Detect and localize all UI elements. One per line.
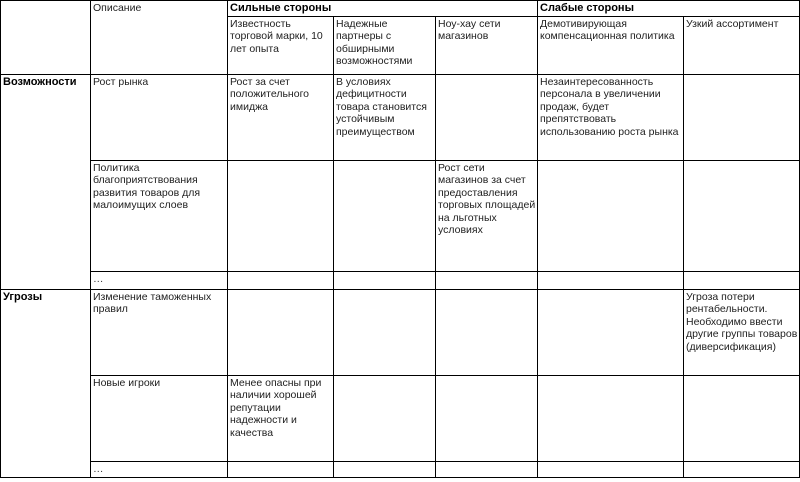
table-cell: Рост за счет положительного имиджа [228,75,334,161]
table-cell [228,272,334,290]
row-description: … [91,462,228,478]
table-cell: Менее опасны при наличии хорошей репутации надежности и качества [228,376,334,462]
opportunities-label: Возможности [1,75,91,290]
strength-factor: Ноу-хау сети магазинов [436,17,538,75]
table-cell [436,75,538,161]
corner-cell [1,1,91,75]
weakness-factor: Узкий ассортимент [684,17,800,75]
table-row [1,290,800,376]
table-cell: Рост сети магазинов за счет предоставления торговых площадей на льготных условиях [436,161,538,272]
table-row [1,376,800,462]
table-cell [228,462,334,478]
table-cell [684,161,800,272]
weaknesses-header: Слабые стороны [538,1,800,17]
row-description: Новые игроки [91,376,228,462]
table-row [1,161,800,272]
weakness-factor: Демотивирующая компенсационная политика [538,17,684,75]
description-header: Описание [91,1,228,75]
row-description: Изменение таможенных правил [91,290,228,376]
table-row [1,272,800,290]
header-row-groups [1,1,800,17]
table-cell [538,290,684,376]
table-cell [436,376,538,462]
row-description: … [91,272,228,290]
table-cell: В условиях дефицитности товара становится устойчивым преимуществом [334,75,436,161]
table-cell [684,462,800,478]
table-cell [684,272,800,290]
strengths-header: Сильные стороны [228,1,538,17]
table-cell [684,75,800,161]
table-row [1,75,800,161]
table-cell [436,272,538,290]
table-cell [334,462,436,478]
table-cell [228,290,334,376]
table-cell [538,161,684,272]
table-row [1,462,800,478]
row-description: Политика благоприятствования развития товаров для малоимущих слоев [91,161,228,272]
table-cell [436,462,538,478]
table-cell: Угроза потери рентабельности. Необходимо ввести другие группы товаров (диверсификация) [684,290,800,376]
table-cell [334,376,436,462]
table-cell [334,161,436,272]
row-description: Рост рынка [91,75,228,161]
table-cell [334,290,436,376]
table-cell [684,376,800,462]
table-cell [538,376,684,462]
strength-factor: Известность торговой марки, 10 лет опыта [228,17,334,75]
threats-label: Угрозы [1,290,91,478]
table-cell [228,161,334,272]
table-cell [436,290,538,376]
table-cell [538,462,684,478]
strength-factor: Надежные партнеры с обширными возможностями [334,17,436,75]
table-cell [538,272,684,290]
table-cell: Незаинтересованность персонала в увеличении продаж, будет препятствовать использованию роста рынка [538,75,684,161]
table-cell [334,272,436,290]
